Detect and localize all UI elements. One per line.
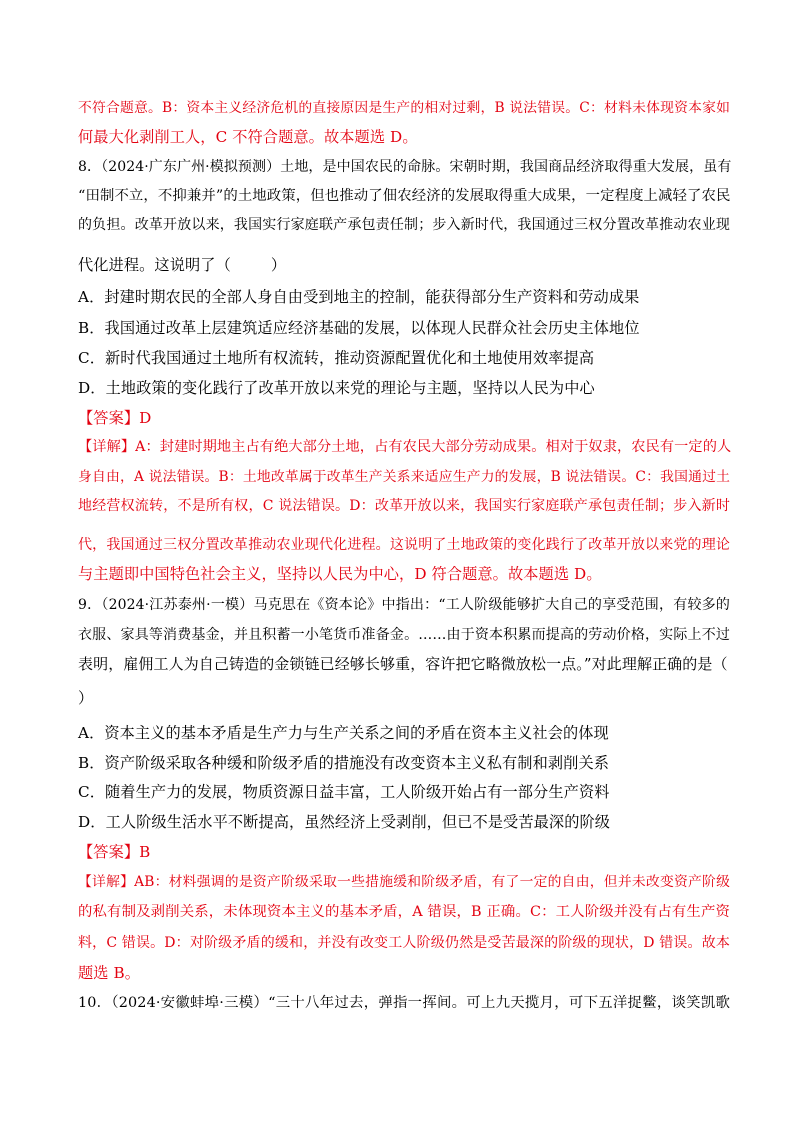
q8-stem-line-3: 的负担。改革开放以来，我国实行家庭联产承包责任制；步入新时代，我国通过三权分置改革推动农业现	[78, 217, 730, 233]
q9-option-d: D．工人阶级生活水平不断提高，虽然经济上受剥削，但已不是受苦最深的阶级	[78, 813, 611, 831]
q8-stem-line-4	[78, 255, 730, 275]
q9-analysis-line-1: 【详解】AB：材料强调的是资产阶级采取一些措施缓和阶级矛盾，有了一定的自由，但并未改变资产阶级	[78, 874, 730, 890]
q10-stem-line-1: 10．（2024·安徽蚌埠·三模）“三十八年过去，弹指一挥间。可上九天揽月，可下五洋捉鳖，谈笑凯歌	[78, 995, 730, 1011]
q8-stem-prompt: 代化进程。这说明了（	[78, 256, 231, 274]
q9-option-a: A．资本主义的基本矛盾是生产力与生产关系之间的矛盾在资本主义社会的体现	[78, 724, 609, 742]
q8-option-d: D．土地政策的变化践行了改革开放以来党的理论与主题，坚持以人民为中心	[78, 379, 595, 397]
q9-stem-line-3: 表明，雇佣工人为自己铸造的金锁链已经够长够重，容许把它略微放松一点。”对此理解正确的是（	[78, 655, 728, 673]
q9-stem-line-4: ）	[78, 689, 94, 707]
q8-stem-line-1: 8．（2024·广东广州·模拟预测）土地，是中国农民的命脉。宋朝时期，我国商品经济取得重大发展，虽有	[78, 159, 732, 175]
q8-analysis-line-2: 身自由，A 说法错误。B：土地改革属于改革生产关系来适应生产力的发展，B 说法错误。C：我国通过土	[78, 469, 730, 485]
q8-option-a: A．封建时期农民的全部人身自由受到地主的控制，能获得部分生产资料和劳动成果	[78, 288, 640, 306]
q8-analysis-line-1: 【详解】A：封建时期地主占有绝大部分土地，占有农民大部分劳动成果。相对于奴隶，农民有一定的人	[78, 439, 732, 455]
q8-stem-paren-close: ）	[270, 256, 287, 274]
q9-stem-line-2: 衣服、家具等消费基金，并且积蓄一小笔货币准备金。……由于资本积累而提高的劳动价格，实际上不过	[78, 627, 730, 643]
q8-analysis-line-5: 与主题即中国特色社会主义，坚持以人民为中心，D 符合题意。故本题选 D。	[78, 565, 602, 583]
prev-analysis-line-1: 不符合题意。B：资本主义经济危机的直接原因是生产的相对过剩，B 说法错误。C：材料未体现资本家如	[78, 100, 730, 116]
q9-stem-line-1: 9．（2024·江苏泰州·一模）马克思在《资本论》中指出：“工人阶级能够扩大自己的享受范围，有较多的	[78, 597, 730, 613]
q8-stem-line-2: “田制不立，不抑兼并”的土地政策，但也推动了佃农经济的发展取得重大成果，一定程度上减轻了农民	[78, 188, 731, 204]
q9-analysis-line-3: 料，C 错误。D：对阶级矛盾的缓和，并没有改变工人阶级仍然是受苦最深的阶级的现状，D 错误。故本	[78, 935, 730, 951]
q9-analysis-line-4: 题选 B。	[78, 964, 141, 982]
q8-answer: 【答案】D	[78, 409, 152, 427]
q8-option-c: C．新时代我国通过土地所有权流转，推动资源配置优化和土地使用效率提高	[78, 349, 595, 367]
q8-analysis-line-4: 代，我国通过三权分置改革推动农业现代化进程。这说明了土地政策的变化践行了改革开放以来党的理论	[78, 537, 730, 553]
q8-option-b: B．我国通过改革上层建筑适应经济基础的发展，以体现人民群众社会历史主体地位	[78, 319, 640, 337]
q9-option-b: B．资产阶级采取各种缓和阶级矛盾的措施没有改变资本主义私有制和剥削关系	[78, 754, 610, 772]
q9-option-c: C．随着生产力的发展，物质资源日益丰富，工人阶级开始占有一部分生产资料	[78, 783, 610, 801]
q9-answer: 【答案】B	[78, 843, 151, 861]
q9-analysis-line-2: 的私有制及剥削关系，未体现资本主义的基本矛盾，A 错误，B 正确。C：工人阶级并没有占有生产资	[78, 904, 730, 920]
prev-analysis-line-2: 何最大化剥削工人，C 不符合题意。故本题选 D。	[78, 128, 418, 146]
q8-analysis-line-3: 地经营权流转，不是所有权，C 说法错误。D：改革开放以来，我国实行家庭联产承包责任制；步入新时	[78, 498, 730, 514]
